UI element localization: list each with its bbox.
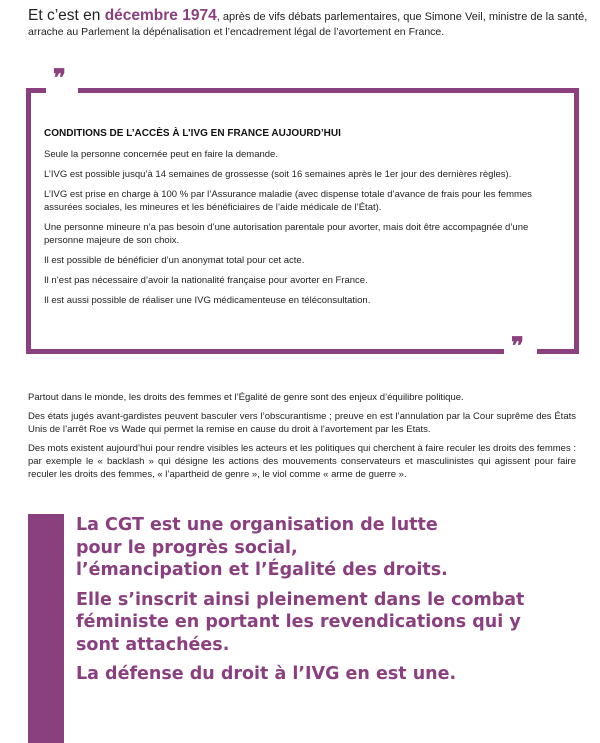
condition-item: Il n’est pas nécessaire d’avoir la nationalité française pour avorter en France. <box>44 275 368 286</box>
intro-date: décembre 1974 <box>104 7 217 24</box>
cgt-block-3 <box>76 663 596 686</box>
close-quote-icon: ❞ <box>511 331 524 360</box>
cgt-statement <box>76 514 596 693</box>
condition-item: Il est aussi possible de réaliser une IVG médicamenteuse en téléconsultation. <box>44 295 371 306</box>
frame-left <box>26 88 31 354</box>
cgt-line: féministe en portant les revendications qui y <box>76 612 521 632</box>
cgt-block-1 <box>76 514 596 582</box>
intro-line1-rest: , après de vifs débats parlementaires, que Simone Veil, ministre de la santé, <box>216 11 588 23</box>
conditions-box <box>44 127 564 314</box>
body-paragraph: Des états jugés avant-gardistes peuvent basculer vers l’obscurantisme ; preuve en est l’annulation par la Cour suprême des États Unis de l’arrêt Roe vs Wade qui permet la remise en cause du droit à l’avortement par les Etats. <box>28 411 576 435</box>
cgt-line: Elle s’inscrit ainsi pleinement dans le combat <box>76 589 525 610</box>
condition-item: Seule la personne concernée peut en faire la demande. <box>44 149 278 160</box>
cgt-line: pour le progrès social, <box>76 537 298 558</box>
cgt-line: sont attachées. <box>76 634 230 655</box>
condition-item: L’IVG est prise en charge à 100 % par l’Assurance maladie (avec dispense totale d’avance de frais pour les femmes assurées sociales, les mineures et les bénéficiaires de l’aide médicale de l’État). <box>44 189 532 213</box>
intro <box>28 8 590 39</box>
cgt-line: La défense du droit à l’IVG en est une. <box>76 664 457 684</box>
frame-right <box>574 88 579 354</box>
body-paragraph: Partout dans le monde, les droits des femmes et l’Égalité de genre sont des enjeux d’équilibre politique. <box>28 392 464 403</box>
condition-item: Une personne mineure n’a pas besoin d’une autorisation parentale pour avorter, mais doit être accompagnée d’une personne majeure de son choix. <box>44 222 529 246</box>
cgt-block-2 <box>76 589 596 657</box>
conditions-title: CONDITIONS DE L’ACCÈS À L’IVG EN FRANCE AUJOURD’HUI <box>44 128 341 139</box>
frame-top-right <box>78 88 579 93</box>
body-paragraph: Des mots existent aujourd’hui pour rendre visibles les acteurs et les politiques qui cherchent à faire reculer les droits des femmes : par exemple le « backlash » qui désigne les actions des mouvements conservateurs et masculinistes qui agissent pour faire reculer les droits des femmes, « l’apartheid de genre », le viol comme « arme de guerre ». <box>28 443 576 480</box>
condition-item: Il est possible de bénéficier d’un anonymat total pour cet acte. <box>44 255 305 266</box>
frame-bottom-left <box>26 349 504 354</box>
intro-line-1 <box>28 8 590 25</box>
frame-bottom-right <box>537 349 579 354</box>
cgt-line: La CGT est une organisation de lutte <box>76 515 438 535</box>
condition-item: L’IVG est possible jusqu’à 14 semaines de grossesse (soit 16 semaines après le 1er jour des dernières règles). <box>44 169 512 180</box>
body-text <box>28 391 576 487</box>
intro-line-2: arrache au Parlement la dépénalisation et l’encadrement légal de l’avortement en France. <box>28 26 445 38</box>
accent-side-bar <box>28 514 64 743</box>
open-quote-icon: ❞ <box>53 63 66 92</box>
cgt-line: l’émancipation et l’Égalité des droits. <box>76 560 448 580</box>
intro-prefix: Et c’est en <box>28 7 105 24</box>
